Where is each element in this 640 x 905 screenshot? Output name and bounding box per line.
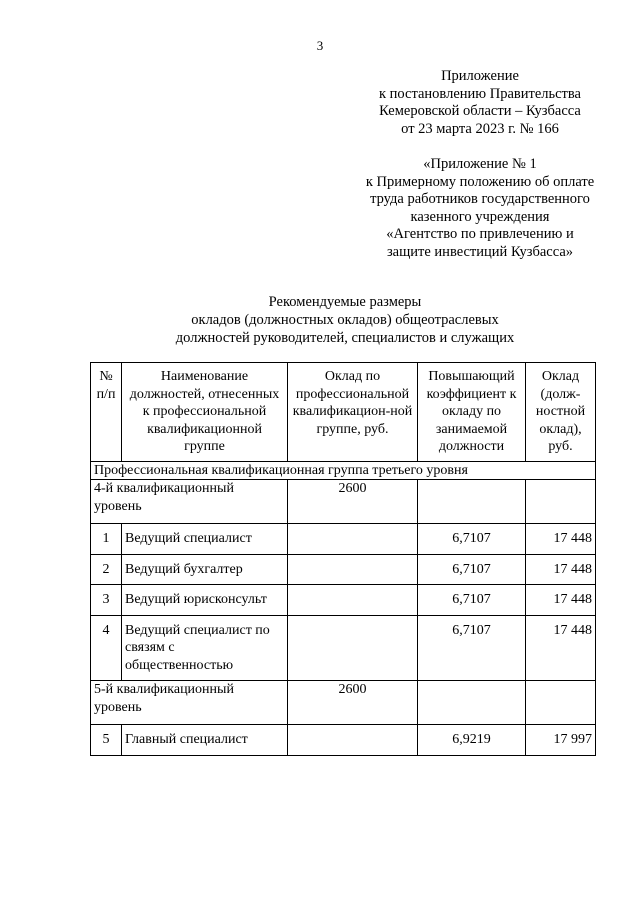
sub-appendix-line: «Приложение № 1 (423, 156, 537, 172)
final-salary: 17 448 (526, 615, 596, 681)
row-number: 3 (91, 585, 122, 616)
table-row (91, 615, 596, 681)
sub-appendix-line: казенного учреждения (410, 208, 550, 225)
coefficient: 6,7107 (418, 554, 526, 585)
coefficient: 6,7107 (418, 615, 526, 681)
title-line: должностей руководителей, специалистов и служащих (175, 330, 515, 346)
salary-table (90, 362, 596, 756)
empty-cell (288, 554, 418, 585)
sub-appendix-line: к Примерному положению об оплате (365, 173, 595, 190)
position-name: Ведущий бухгалтер (122, 554, 288, 585)
sub-appendix-header (330, 156, 630, 261)
empty-cell (288, 585, 418, 616)
header-coefficient: Повышающий коэффициент к окладу по занимаемой должности (418, 363, 526, 462)
title-line: окладов (должностных окладов) общеотраслевых (191, 312, 499, 328)
level-salary: 2600 (288, 480, 418, 524)
header-number: № п/п (91, 363, 122, 462)
position-name: Ведущий специалист (122, 524, 288, 555)
coefficient: 6,7107 (418, 524, 526, 555)
header-position-name: Наименование должностей, отнесенных к профессиональной квалификационной группе (122, 363, 288, 462)
row-number: 5 (91, 725, 122, 756)
final-salary: 17 448 (526, 585, 596, 616)
empty-cell (418, 480, 526, 524)
coefficient: 6,9219 (418, 725, 526, 756)
appendix-line: Приложение (441, 68, 519, 84)
table-header-row (91, 363, 596, 462)
level-title: 5-й квалификационный уровень (91, 681, 288, 725)
position-name: Ведущий юрисконсульт (122, 585, 288, 616)
document-title (0, 293, 640, 347)
table-row (91, 524, 596, 555)
sub-appendix-line: труда работников государственного (370, 191, 590, 207)
table-row (91, 585, 596, 616)
final-salary: 17 448 (526, 554, 596, 585)
table-row (91, 725, 596, 756)
appendix-line: от 23 марта 2023 г. № 166 (401, 120, 559, 137)
table-row (91, 554, 596, 585)
empty-cell (526, 480, 596, 524)
level-title: 4-й квалификационный уровень (91, 480, 288, 524)
group-row (91, 461, 596, 480)
header-final-salary: Оклад (долж-ностной оклад), руб. (526, 363, 596, 462)
position-name: Главный специалист (122, 725, 288, 756)
row-number: 2 (91, 554, 122, 585)
header-group-salary: Оклад по профессиональной квалификацион-ной группе, руб. (288, 363, 418, 462)
empty-cell (288, 524, 418, 555)
final-salary: 17 448 (526, 524, 596, 555)
page-number: 3 (316, 38, 324, 53)
row-number: 1 (91, 524, 122, 555)
level-row (91, 480, 596, 524)
empty-cell (418, 681, 526, 725)
position-name: Ведущий специалист по связям с общественностью (122, 615, 288, 681)
level-salary: 2600 (288, 681, 418, 725)
empty-cell (288, 725, 418, 756)
title-line: Рекомендуемые размеры (268, 294, 422, 310)
appendix-line: Кемеровской области – Кузбасса (379, 103, 581, 119)
level-row (91, 681, 596, 725)
sub-appendix-line: защите инвестиций Кузбасса» (386, 243, 574, 260)
appendix-line: к постановлению Правительства (379, 85, 581, 102)
final-salary: 17 997 (526, 725, 596, 756)
row-number: 4 (91, 615, 122, 681)
group-title: Профессиональная квалификационная группа третьего уровня (91, 461, 596, 480)
empty-cell (526, 681, 596, 725)
sub-appendix-line: «Агентство по привлечению и (386, 226, 574, 242)
empty-cell (288, 615, 418, 681)
appendix-header (330, 68, 630, 138)
coefficient: 6,7107 (418, 585, 526, 616)
